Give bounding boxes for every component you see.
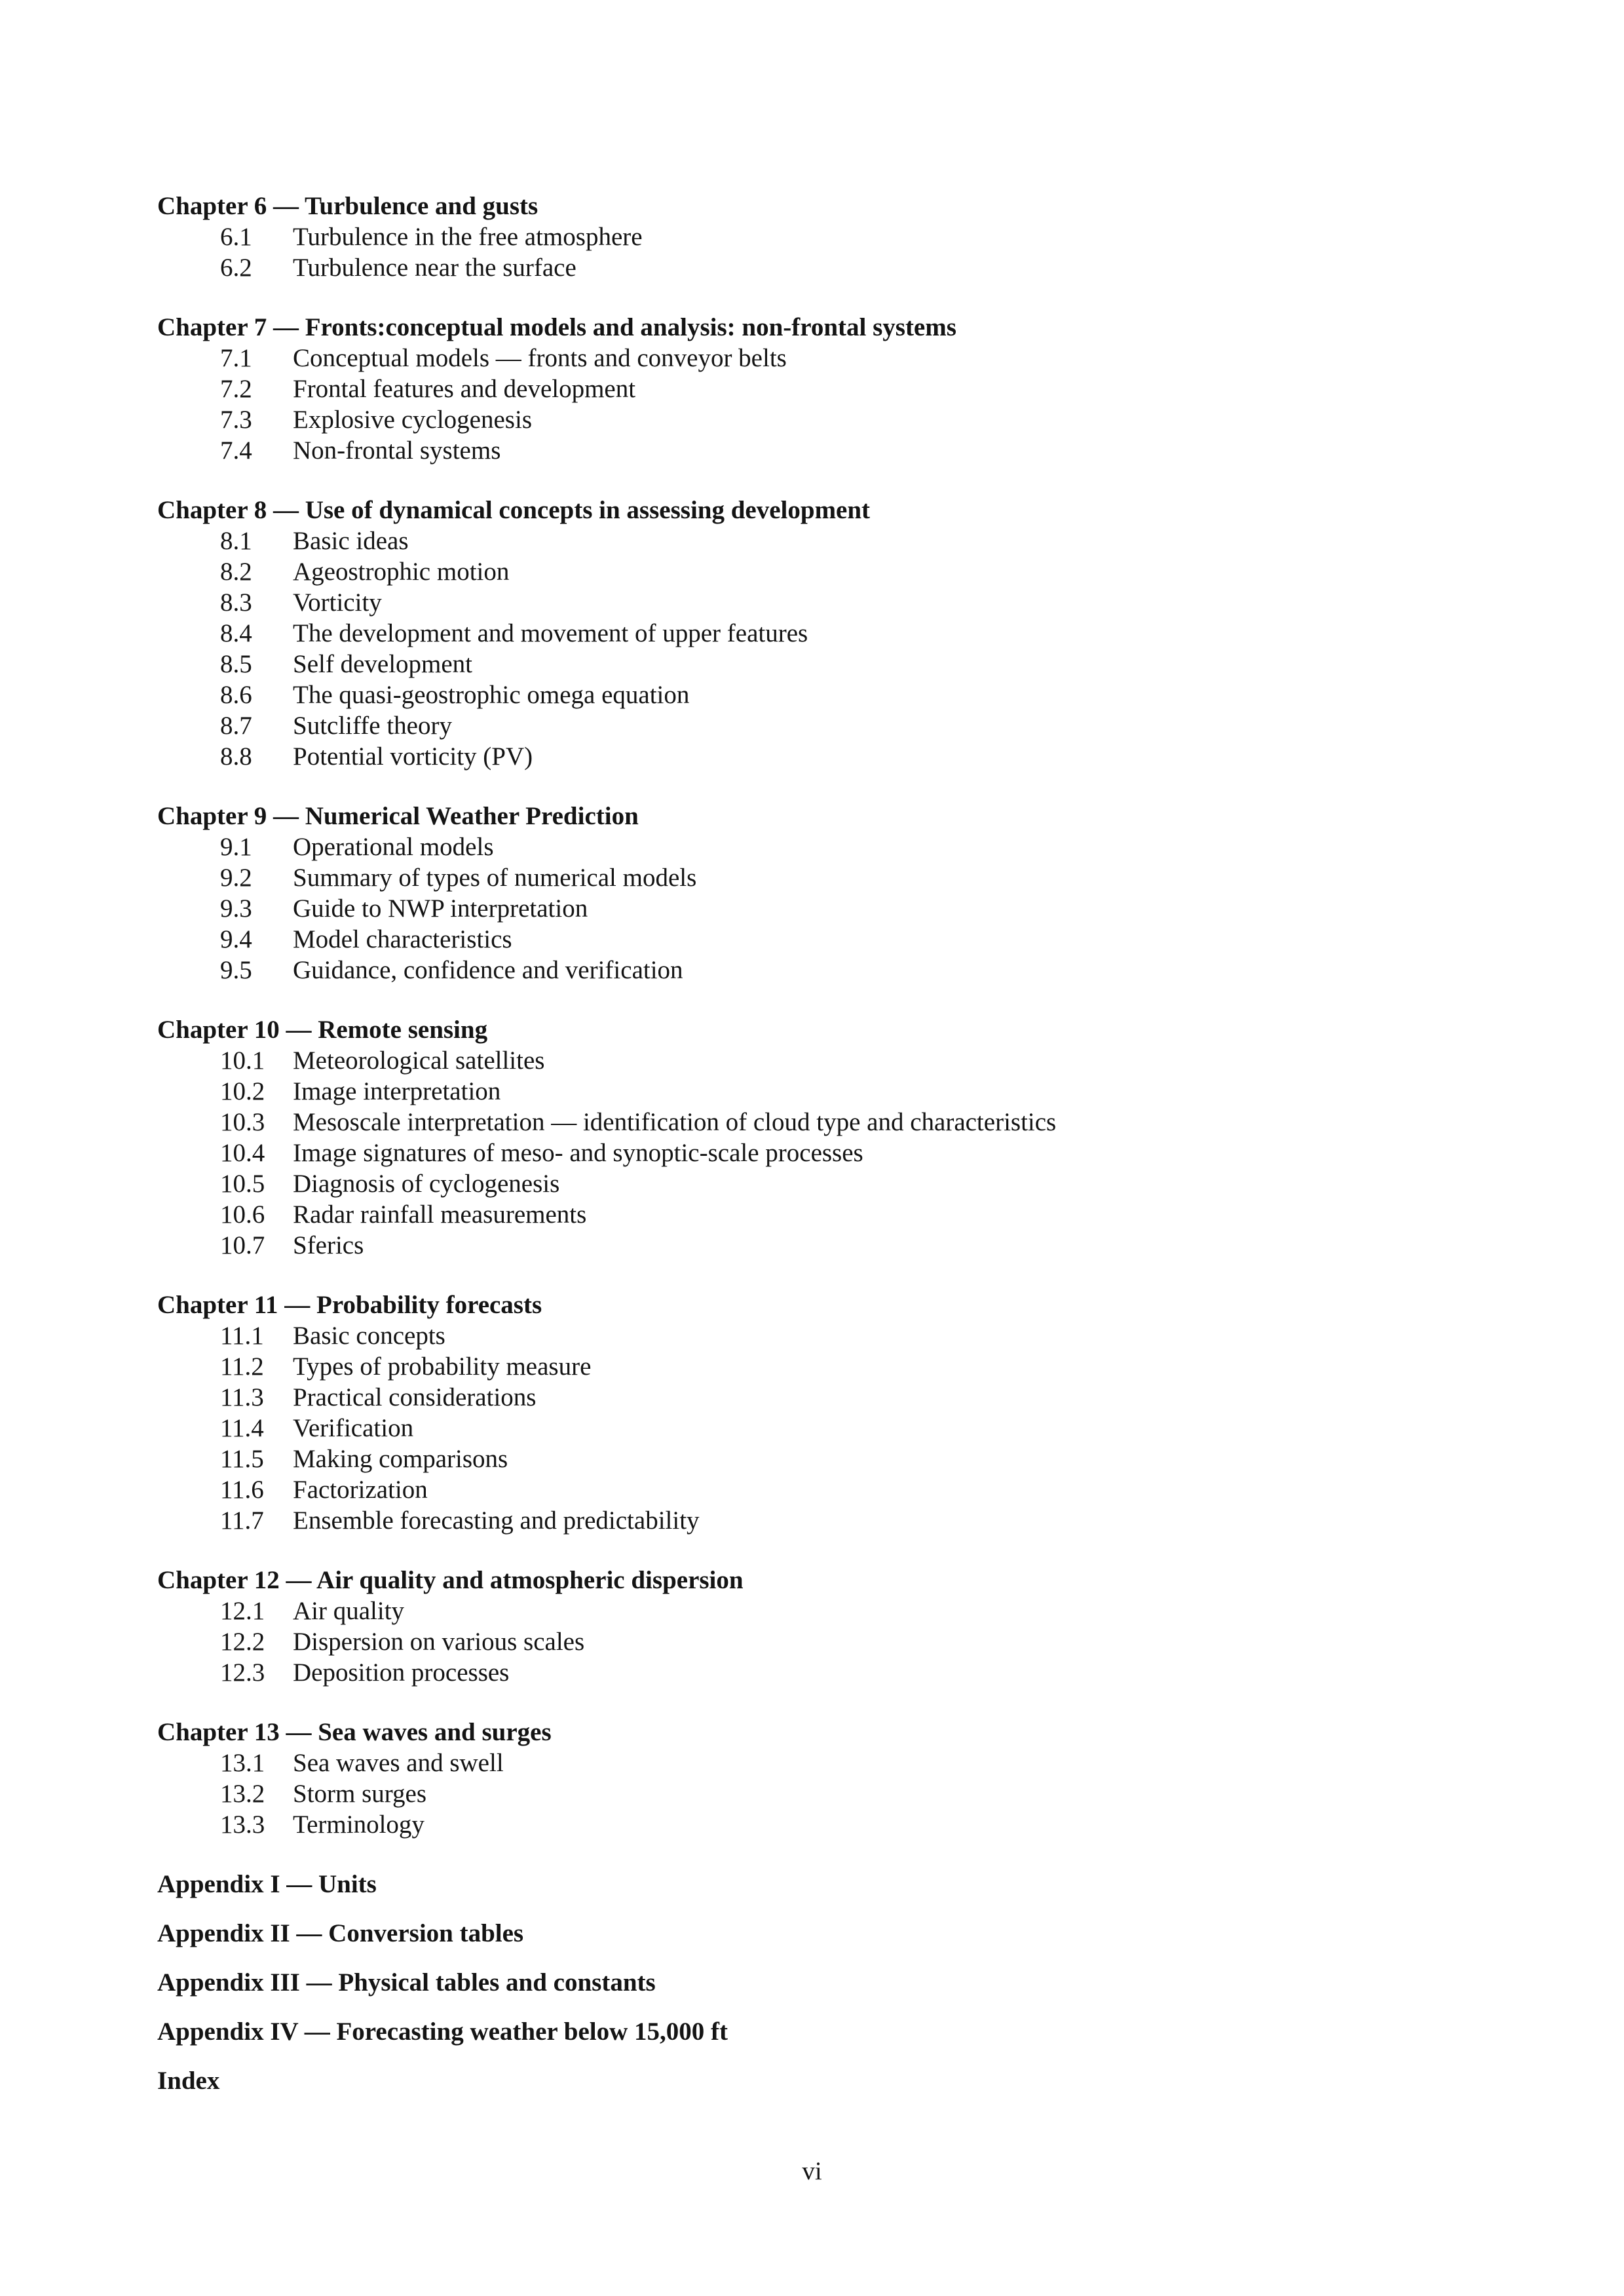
section-number: 11.6 (220, 1476, 264, 1504)
section-title: Summary of types of numerical models (293, 864, 697, 892)
section-entry (157, 1748, 1467, 1778)
section-title: Types of probability measure (293, 1352, 592, 1381)
section-entry (157, 252, 1467, 283)
chapter-block (157, 191, 1467, 283)
section-number: 8.8 (220, 742, 252, 771)
section-entry (157, 1045, 1467, 1076)
page-number: vi (802, 2157, 822, 2185)
section-entry (157, 618, 1467, 649)
section-entry (157, 1168, 1467, 1199)
section-number: 11.2 (220, 1352, 264, 1381)
section-number: 11.7 (220, 1506, 264, 1535)
section-number: 13.2 (220, 1780, 265, 1808)
section-entry (157, 1351, 1467, 1382)
chapter-title: Chapter 11 — Probability forecasts (157, 1291, 542, 1319)
appendix-entry: Appendix III — Physical tables and constants (157, 1968, 656, 1997)
chapter-title: Chapter 6 — Turbulence and gusts (157, 192, 538, 220)
section-number: 9.2 (220, 864, 252, 892)
chapter-block (157, 1565, 1467, 1688)
section-entry (157, 343, 1467, 373)
section-entry (157, 955, 1467, 985)
chapter-block (157, 312, 1467, 466)
section-title: Meteorological satellites (293, 1046, 545, 1075)
section-number: 11.5 (220, 1445, 264, 1473)
chapter-block (157, 1290, 1467, 1536)
section-number: 7.2 (220, 375, 252, 403)
chapter-block (157, 1014, 1467, 1261)
section-title: Practical considerations (293, 1383, 537, 1411)
section-title: Ensemble forecasting and predictability (293, 1506, 700, 1535)
section-number: 10.3 (220, 1108, 265, 1136)
section-entry (157, 832, 1467, 862)
section-title: Model characteristics (293, 925, 512, 953)
chapter-title: Chapter 9 — Numerical Weather Prediction (157, 802, 639, 830)
section-title: Potential vorticity (PV) (293, 742, 533, 771)
section-entry (157, 587, 1467, 618)
chapter-title: Chapter 7 — Fronts:conceptual models and analysis: non-frontal systems (157, 313, 956, 341)
chapter-list (157, 191, 1467, 1840)
appendix-entry: Appendix IV — Forecasting weather below 15,000 ft (157, 2018, 728, 2046)
chapter-block (157, 495, 1467, 772)
section-entry (157, 1505, 1467, 1536)
appendix-entry: Index (157, 2067, 220, 2095)
section-title: Sea waves and swell (293, 1749, 504, 1777)
section-title: Air quality (293, 1597, 405, 1625)
section-number: 11.4 (220, 1414, 264, 1442)
section-entry (157, 1657, 1467, 1688)
section-title: Ageostrophic motion (293, 558, 510, 586)
section-title: Sutcliffe theory (293, 712, 452, 740)
section-title: The development and movement of upper features (293, 619, 808, 647)
chapter-title: Chapter 10 — Remote sensing (157, 1016, 488, 1044)
section-entry (157, 221, 1467, 252)
section-entry (157, 1199, 1467, 1230)
section-number: 11.1 (220, 1322, 264, 1350)
section-title: Operational models (293, 833, 494, 861)
section-number: 13.1 (220, 1749, 265, 1777)
section-number: 7.4 (220, 436, 252, 465)
section-title: Diagnosis of cyclogenesis (293, 1170, 560, 1198)
section-title: Non-frontal systems (293, 436, 501, 465)
section-number: 8.5 (220, 650, 252, 678)
section-number: 6.2 (220, 254, 252, 282)
section-entry (157, 1596, 1467, 1626)
chapter-block (157, 801, 1467, 985)
appendix-entry: Appendix II — Conversion tables (157, 1919, 524, 1947)
section-title: Making comparisons (293, 1445, 508, 1473)
section-entry (157, 1778, 1467, 1809)
section-entry (157, 1320, 1467, 1351)
section-number: 13.3 (220, 1810, 265, 1839)
section-entry (157, 862, 1467, 893)
appendix-entry: Appendix I — Units (157, 1870, 377, 1898)
section-entry (157, 741, 1467, 772)
section-entry (157, 404, 1467, 435)
section-entry (157, 649, 1467, 679)
section-number: 10.4 (220, 1139, 265, 1167)
section-entry (157, 679, 1467, 710)
section-number: 9.3 (220, 894, 252, 923)
section-number: 10.2 (220, 1077, 265, 1105)
chapter-title: Chapter 8 — Use of dynamical concepts in assessing development (157, 496, 871, 524)
section-title: Guide to NWP interpretation (293, 894, 588, 923)
section-title: Guidance, confidence and verification (293, 956, 683, 984)
section-title: Self development (293, 650, 473, 678)
section-title: Terminology (293, 1810, 425, 1839)
section-title: Factorization (293, 1476, 428, 1504)
section-entry (157, 1230, 1467, 1261)
section-number: 10.5 (220, 1170, 265, 1198)
section-number: 8.7 (220, 712, 252, 740)
section-number: 12.2 (220, 1628, 265, 1656)
section-entry (157, 1107, 1467, 1138)
appendix-list (157, 1869, 1467, 2096)
section-number: 7.3 (220, 406, 252, 434)
section-number: 12.1 (220, 1597, 265, 1625)
section-title: Basic concepts (293, 1322, 445, 1350)
section-entry (157, 1413, 1467, 1444)
section-title: Deposition processes (293, 1658, 510, 1687)
section-entry (157, 526, 1467, 556)
section-title: Basic ideas (293, 527, 409, 555)
section-entry (157, 1076, 1467, 1107)
section-number: 9.1 (220, 833, 252, 861)
section-entry (157, 893, 1467, 924)
section-title: Turbulence in the free atmosphere (293, 223, 643, 251)
section-number: 8.1 (220, 527, 252, 555)
section-entry (157, 435, 1467, 466)
section-entry (157, 924, 1467, 955)
section-entry (157, 373, 1467, 404)
section-number: 8.2 (220, 558, 252, 586)
section-entry (157, 1626, 1467, 1657)
section-number: 8.6 (220, 681, 252, 709)
section-title: Dispersion on various scales (293, 1628, 585, 1656)
chapter-block (157, 1717, 1467, 1840)
section-title: Frontal features and development (293, 375, 636, 403)
section-number: 6.1 (220, 223, 252, 251)
section-number: 10.6 (220, 1200, 265, 1229)
section-number: 10.7 (220, 1231, 265, 1259)
section-entry (157, 710, 1467, 741)
section-entry (157, 1474, 1467, 1505)
section-title: Image interpretation (293, 1077, 501, 1105)
section-title: Vorticity (293, 588, 382, 617)
section-title: Image signatures of meso- and synoptic-scale processes (293, 1139, 863, 1167)
section-title: Mesoscale interpretation — identification of cloud type and characteristics (293, 1108, 1057, 1136)
section-entry (157, 1138, 1467, 1168)
section-title: Explosive cyclogenesis (293, 406, 532, 434)
section-number: 12.3 (220, 1658, 265, 1687)
section-title: Sferics (293, 1231, 364, 1259)
section-title: Conceptual models — fronts and conveyor belts (293, 344, 787, 372)
chapter-title: Chapter 12 — Air quality and atmospheric dispersion (157, 1566, 744, 1594)
section-number: 10.1 (220, 1046, 265, 1075)
section-number: 8.4 (220, 619, 252, 647)
section-title: Verification (293, 1414, 414, 1442)
section-entry (157, 1809, 1467, 1840)
section-entry (157, 1382, 1467, 1413)
table-of-contents (157, 191, 1467, 2114)
section-entry (157, 556, 1467, 587)
section-number: 9.4 (220, 925, 252, 953)
section-title: Storm surges (293, 1780, 427, 1808)
section-number: 8.3 (220, 588, 252, 617)
section-number: 7.1 (220, 344, 252, 372)
section-number: 9.5 (220, 956, 252, 984)
section-title: Radar rainfall measurements (293, 1200, 587, 1229)
chapter-title: Chapter 13 — Sea waves and surges (157, 1718, 552, 1746)
section-title: Turbulence near the surface (293, 254, 576, 282)
section-number: 11.3 (220, 1383, 264, 1411)
section-entry (157, 1444, 1467, 1474)
section-title: The quasi-geostrophic omega equation (293, 681, 690, 709)
